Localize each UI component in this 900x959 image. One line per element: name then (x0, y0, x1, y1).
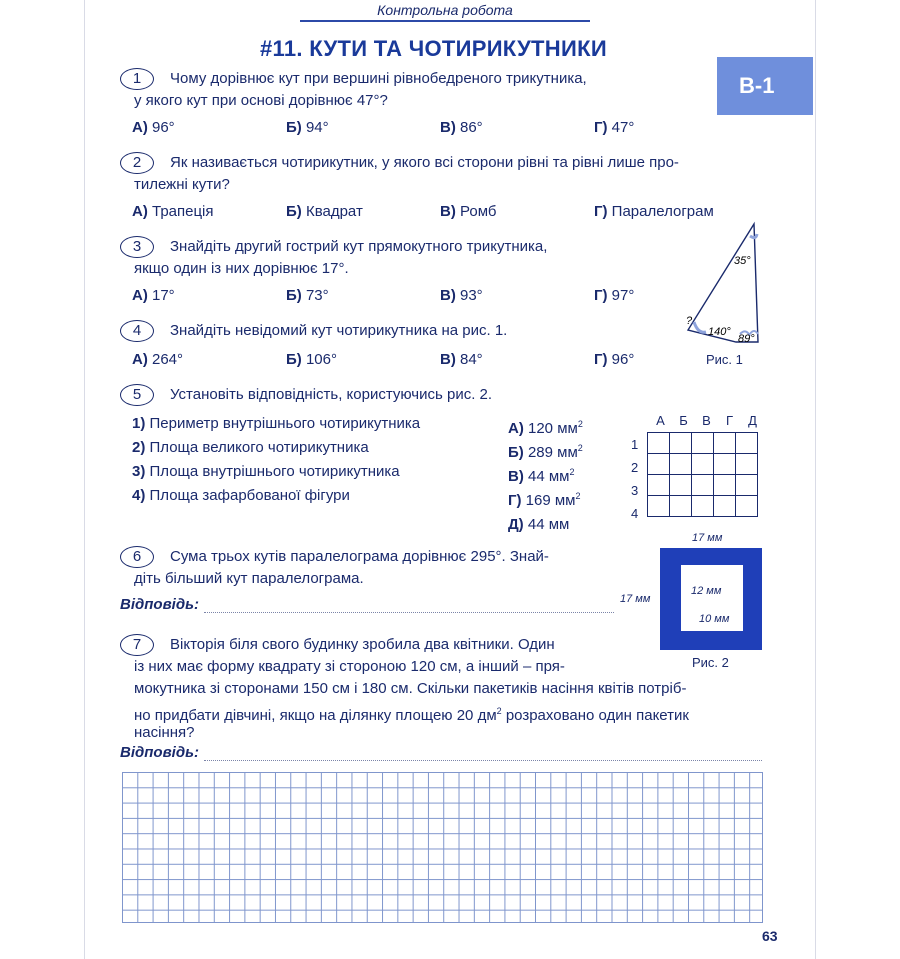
question-number-6: 6 (120, 546, 154, 568)
figure-2-outer-height: 17 мм (620, 593, 651, 605)
question-3-line-2: якщо один із них дорівнює 17°. (134, 260, 349, 277)
match-row-1: 1 (631, 437, 639, 452)
match-col-c: В (702, 413, 711, 428)
answer-line-6[interactable] (204, 612, 614, 613)
match-left-2: 2) Площа великого чотирикутника (132, 439, 369, 456)
figure-2-outer-square (660, 548, 762, 650)
match-col-b: Б (679, 413, 688, 428)
variant-tab: В-1 (717, 57, 813, 115)
option-1c[interactable]: В) 86° (440, 119, 483, 136)
question-3-line-1: Знайдіть другий гострий кут прямокутного трикутника, (170, 238, 548, 255)
option-4c[interactable]: В) 84° (440, 351, 483, 368)
match-row-2: 2 (631, 460, 639, 475)
option-4a[interactable]: А) 264° (132, 351, 184, 368)
question-number-5: 5 (120, 384, 154, 406)
match-row-3: 3 (631, 483, 639, 498)
option-1d[interactable]: Г) 47° (594, 119, 635, 136)
figure-2-outer-width: 17 мм (692, 532, 723, 544)
question-7-line-5: насіння? (134, 724, 195, 741)
answer-line-7[interactable] (204, 760, 762, 761)
match-right-a: А) 120 $мм^2$ (508, 419, 583, 437)
option-2d[interactable]: Г) Паралелограм (594, 203, 714, 220)
page-left-edge (84, 0, 85, 959)
figure-2-inner-rectangle (681, 565, 743, 631)
match-answer-grid[interactable] (647, 432, 758, 517)
match-col-e: Д (748, 413, 757, 428)
answer-label-6: Відповідь: (120, 596, 199, 613)
option-3a[interactable]: А) 17° (132, 287, 175, 304)
question-7-line-4: но придбати дівчині, якщо на ділянку площею 20 $дм^2$ розраховано один пакетик (134, 706, 689, 724)
question-6-line-1: Сума трьох кутів паралелограма дорівнює 295°. Знай- (170, 548, 549, 565)
question-4-line-1: Знайдіть невідомий кут чотирикутника на рис. 1. (170, 322, 508, 339)
option-3c[interactable]: В) 93° (440, 287, 483, 304)
match-grid-header (649, 412, 764, 430)
question-number-4: 4 (120, 320, 154, 342)
match-right-b: Б) 289 $мм^2$ (508, 443, 583, 461)
figure-1-angle-right: 89° (738, 333, 755, 345)
question-1-line-1: Чому дорівнює кут при вершині рівнобедреного трикутника, (170, 70, 587, 87)
figure-1-angle-unknown: ? (686, 315, 693, 327)
match-left-1: 1) Периметр внутрішнього чотирикутника (132, 415, 421, 432)
question-number-7: 7 (120, 634, 154, 656)
question-number-3: 3 (120, 236, 154, 258)
option-3d[interactable]: Г) 97° (594, 287, 635, 304)
question-1-line-2: у якого кут при основі дорівнює 47°? (134, 92, 388, 109)
figure-1-caption: Рис. 1 (706, 352, 743, 367)
question-6-line-2: діть більший кут паралелограма. (134, 570, 364, 587)
option-1b[interactable]: Б) 94° (286, 119, 329, 136)
match-row-4: 4 (631, 506, 639, 521)
graph-paper-area[interactable] (122, 772, 763, 923)
answer-label-7: Відповідь: (120, 744, 199, 761)
question-7-line-3: мокутника зі сторонами 150 см і 180 см. Скільки пакетиків насіння квітів потріб- (134, 680, 687, 697)
question-number-2: 2 (120, 152, 154, 174)
header-rule (300, 20, 590, 22)
match-right-e: Д) 44 мм (508, 516, 570, 533)
question-number-1: 1 (120, 68, 154, 90)
option-3b[interactable]: Б) 73° (286, 287, 329, 304)
figure-2-inner-width: 10 мм (699, 613, 730, 625)
question-2-line-2: тилежні кути? (134, 176, 230, 193)
question-7-line-2: із них має форму квадрату зі стороною 120 см, а інший – пря- (134, 658, 565, 675)
question-2-line-1: Як називається чотирикутник, у якого всі сторони рівні та рівні лише про- (170, 154, 679, 171)
option-2a[interactable]: А) Трапеція (132, 203, 214, 220)
page-right-edge (815, 0, 816, 959)
figure-2-inner-height: 12 мм (691, 585, 722, 597)
question-5-line-1: Установіть відповідність, користуючись рис. 2. (170, 386, 493, 403)
figure-2-caption: Рис. 2 (692, 655, 729, 670)
option-4b[interactable]: Б) 106° (286, 351, 337, 368)
option-2c[interactable]: В) Ромб (440, 203, 497, 220)
option-1a[interactable]: А) 96° (132, 119, 175, 136)
page-title: #11. КУТИ ТА ЧОТИРИКУТНИКИ (260, 36, 607, 61)
figure-1-angle-left: 140° (708, 326, 731, 338)
option-4d[interactable]: Г) 96° (594, 351, 635, 368)
match-col-a: А (656, 413, 665, 428)
match-left-4: 4) Площа зафарбованої фігури (132, 487, 350, 504)
figure-1-angle-top: 35° (734, 255, 751, 267)
question-7-line-1: Вікторія біля свого будинку зробила два квітники. Один (170, 636, 555, 653)
match-left-3: 3) Площа внутрішнього чотирикутника (132, 463, 400, 480)
option-2b[interactable]: Б) Квадрат (286, 203, 363, 220)
match-right-d: Г) 169 $мм^2$ (508, 491, 581, 509)
match-col-d: Г (725, 413, 734, 428)
match-right-c: В) 44 $мм^2$ (508, 467, 575, 485)
section-header: Контрольна робота (377, 2, 513, 18)
page-number: 63 (762, 928, 778, 944)
